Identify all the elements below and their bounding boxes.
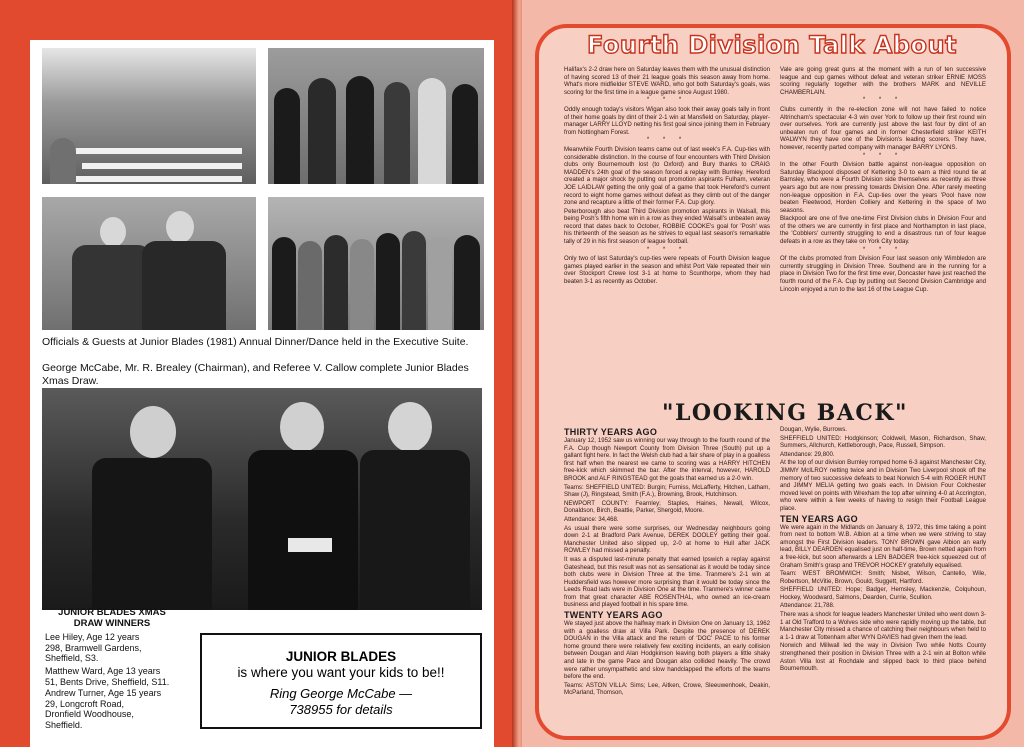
ten-para-4: Attendance: 21,788. [780,602,835,610]
ten-para-1: We were again in the Midlands on January 8, 1972, this time taking a point from next to bottom W.B. Albion at a time when we were striving to stay amongst the First Division leaders. TONY BROWN gave Albion an early lead, BILLY DEARDEN equalised just on half-time, Brown netted again from a free-kick, but soon afterwards a LEN BADGER free-kick squeezed out of Graham Smith's grasp and TREVOR HOCKEY gratefully equalised. [780,523,986,569]
col2-stars-1: * * * [862,97,904,104]
col2-stars-3: * * * [862,246,904,253]
ten-para-6: Norwich and Millwall led the way in Division Two while Notts County strengthened their position in Division Three with a 2-1 win at Bolton while Aston Villa lost at Rochdale and slipped back to third place behind Bournemouth. [780,642,986,673]
col2-para-5: Of the clubs promoted from Division Four last season only Wimbledon are currently struggling in Division Three. Southend are in the running for a place in Division Two for the first time ever, Doncaster have just reached the fourth round of the F.A. Cup by putting out Second Division Cambridge and Lincoln enjoyed a run to the last 16 of the League Cup. [780,255,986,293]
photo-dining-room [42,48,256,184]
photo-xmas-draw [42,388,482,610]
col2b-para-3: Attendance: 29,800. [780,450,835,458]
winner-1-city: Sheffield, S3. [45,653,99,663]
winner-3 [45,688,195,730]
thirty-para-4: Attendance: 34,468. [564,515,619,523]
twenty-para-2: Teams: ASTON VILLA: Sims; Lee, Aitken, Crowe, Sleeuwenhoek, Deakin, McParland, Thomson, [564,681,770,697]
col1-para-2: Oddly enough today's visitors Wigan also took their away goals tally in front of their home goals by dint of their 2-1 win at Mansfield on Saturday, player-manager LARRY LLOYD netting his first goal since joining them in February from Nottingham Forest. [564,105,770,136]
winner-3-city: Sheffield. [45,719,83,730]
article-column-2 [780,66,986,294]
winner-1-name: Lee Hiley, Age 12 years [45,632,140,642]
winners-title-line2: DRAW WINNERS [73,618,151,629]
twenty-years-title: TWENTY YEARS AGO [564,610,663,621]
col2b-para-1: Dougan, Wylie, Burrows. [780,426,848,433]
winners-title [42,607,182,629]
photo-two-guests [42,197,256,330]
col1-para-4: Peterborough also beat Third Division promotion aspirants in Walsall, this being Posh's fifth home win in a row as they ended Walsall's unbeaten away record that dates back to October, ROBBIE COOKE's goal for 'Posh' was his thirteenth of the season as he strives to equal last season's remarkable tally of 29 in his first season of league football. [564,207,770,246]
thirty-para-1: January 12, 1952 saw us winning our way through to the fourth round of the F.A. Cup though Newport County from Division Three (South) put up a gallant fight here. In fact the Welsh club had a fair share of play in a goalless first half when the nearest we came to scoring was a HARRY HITCHEN free-kick which skimmed the bar. After the interval, however, HAROLD BROOK and ALF RINGSTEAD got the goals that earned us a 2-0 win. [564,437,770,482]
thirty-para-6: It was a disputed last-minute penalty that earned Ipswich a replay against Gateshead, but this result was not as sensational as it would be today since both clubs were in Division Three at the time. Tranmere's 2-1 win at Huddersfield was however more surprising than it would be today since the Leeds Road lads were in Division One at the time. Tranmere's winner came from that great character ABE ROSENTHAL, who owned an ice-cream business and played football in his spare time. [564,555,770,609]
looking-back-heading: "LOOKING BACK" [662,400,908,426]
ten-para-2: Team: WEST BROMWICH: Smith; Nisbet, Wilson, Cantello, Wile, Robertson, McVitie, Brown, Gould, Suggett, Hartford. [780,570,986,585]
winner-2-name: Matthew Ward, Age 13 years [45,666,161,676]
history-column-1 [564,426,770,698]
promo-line: is where you want your kids to be!! [237,665,445,680]
caption-dinner: Officials & Guests at Junior Blades (1981) Annual Dinner/Dance held in the Executive Suite. [42,336,469,348]
winner-1-address: 298, Bramwell Gardens, [45,642,142,653]
promo-title: JUNIOR BLADES [285,649,397,664]
winner-3-area: Dronfield Woodhouse, [45,709,134,719]
winner-3-address: 29, Longcroft Road, [45,698,125,709]
junior-blades-promo [200,633,482,729]
twenty-para-1: We stayed just above the halfway mark in Division One on January 13, 1962 with a goalless draw at Villa Park. Despite the presence of DEREK DOUGAN in the Villa attack and the return of 'DOC' PACE to his former home ground there were relatively few exciting incidents, an early collision between Dougan and Alan Hodgkinson leaving both players a little shaky and late in the game Pace and Dougan also collided heavily. The crowd were rather unsympathetic and slow handclapped the efforts of the teams before the end. [564,620,770,681]
col2-para-1: Vale are going great guns at the moment with a run of ten successive league and cup games without defeat and veteran striker ERNIE MOSS scoring regularly together with the brothers MARK and NEVILLE CHAMBERLAIN. [780,66,986,96]
caption-draw: George McCabe, Mr. R. Brealey (Chairman), and Referee V. Callow complete Junior Blades Xmas Draw. [42,362,469,387]
photo-group-officials [268,48,484,184]
promo-phone: 738955 for details [289,702,393,717]
col2-para-3: In the other Fourth Division battle against non-league opposition on Saturday Blackpool disposed of Kettering 3-0 to earn a third round tie at Barnsley, who were a Fourth Division side themselves as recently as three years ago but are now pressing towards Division One. After rarely meeting non-league opposition in F.A. Cup-ties over the years 'Pool have now beaten Fleetwood, Horden Colliery and Kettering in the space of two seasons. [780,161,986,214]
ten-para-3: SHEFFIELD UNITED: Hope; Badger, Hemsley, Mackenzie, Colquhoun, Hockey, Woodward, Salmons, Dearden, Currie, Scullion. [780,586,986,601]
thirty-years-title: THIRTY YEARS AGO [564,427,658,437]
thirty-para-2: Teams: SHEFFIELD UNITED: Burgin; Furniss, McLafferty, Hitchen, Latham, Shaw (J), Ringstead, Smith (F.A.), Browning, Brook, Hutchinson. [564,483,770,499]
photo-guest-group [268,197,484,330]
masthead: Fourth Division Talk About [586,31,958,59]
ten-years-title: TEN YEARS AGO [780,513,858,524]
col1-stars-2: * * * [646,137,688,144]
promo-ring: Ring George McCabe — [269,686,413,701]
winner-3-name: Andrew Turner, Age 15 years [45,688,162,698]
col2-para-2: Clubs currently in the re-election zone will not have failed to notice Altrincham's spectacular 4-3 win over York to follow up their first round win over ourselves. York are currently just above the last four by dint of an unbeaten run of four games and in former Chesterfield striker KEITH WALWYN they have one of the Division's leading scorers. They have, however, recently parted company with manager BARRY LYONS. [780,105,986,151]
article-column-1 [564,66,770,287]
col2-stars-2: * * * [862,152,904,159]
col1-stars-1: * * * [646,97,688,104]
col1-para-3: Meanwhile Fourth Division teams came out of last week's F.A. Cup-ties with considerable distinction. In the course of four encounters with Third Division clubs only Bournemouth lost (to Oxford) and Bury thanks to CRAIG MADDEN's 24th goal of the season forced a replay with Burnley. Hereford created a major shock by putting out promotion aspirants Fulham, veteran JOE LAIDLAW getting the only goal of a game that took Hereford's current record to eight home games without defeat as they climb out of the danger zone and recapture a little of their former F.A. Cup glory. [564,145,770,207]
thirty-para-5: As usual there were some surprises, our Wednesday neighbours going down 2-1 at Bradford Park Avenue, DEREK DOOLEY getting their goal. Manchester United also slipped up, 2-0 at home to Hull after JACK ROWLEY had missed a penalty. [564,524,770,555]
col1-stars-3: * * * [646,246,688,253]
ten-para-5: There was a shock for league leaders Manchester United who went down 3-1 at Old Trafford to a Wolves side who were rapidly moving up the table, but Manchester City missed a chance of catching their neighbours when held to a 1-1 draw at Tottenham after WYN DAVIES had given them the lead. [780,611,986,641]
col1-para-5: Only two of last Saturday's cup-ties were repeats of Fourth Division league games played earlier in the season and whilst Port Vale repeated their win over Stockport Crewe lost 3-1 at home to Scunthorpe, whom they had beaten 3-1 as recently as October. [564,255,770,286]
winners-title-line1: JUNIOR BLADES XMAS [58,607,166,618]
winner-2-address: 51, Bents Drive, Sheffield, S11. [45,676,170,687]
col2b-para-4: At the top of our division Burnley romped home 6-3 against Manchester City, JIMMY McILROY netting twice and in Division Two Liverpool shook off the memory of two successive defeats to beat Norwich 5-4 with ROGER HUNT and JIMMY MELIA getting two goals each. In Division Four Colchester moved level on points with Wrexham the top after winning 4-0 at Accrington, who were within a few weeks of having to resign their Football League place. [780,459,986,512]
col2-para-4: Blackpool are one of five one-time First Division clubs in Division Four and of the others we are currently in first place and Northampton in last place, the 'Cobblers' currently struggling to end a disastrous run of four league defeats in a row as they take on York City today. [780,215,986,246]
col1-para-1: Halifax's 2-2 draw here on Saturday leaves them with the unusual distinction of having scored 13 of their 21 league goals this season away from home. What's more midfielder STEVE WARD, who got both Saturday's goals, was scoring for the first time in a league game since August 1980. [564,66,770,96]
winner-1 [45,632,195,664]
thirty-para-3: NEWPORT COUNTY: Fearnley; Staples, Haines, Newall, Wilcox, Donaldson, Birch, Beattie, Parker, Shergold, Moore. [564,499,770,515]
col2b-para-2: SHEFFIELD UNITED: Hodgkinson; Coldwell, Mason, Richardson, Shaw, Summers, Allchurch, Kettleborough, Pace, Russell, Simpson. [780,434,986,450]
history-column-2 [780,426,986,674]
winner-2 [45,666,195,687]
